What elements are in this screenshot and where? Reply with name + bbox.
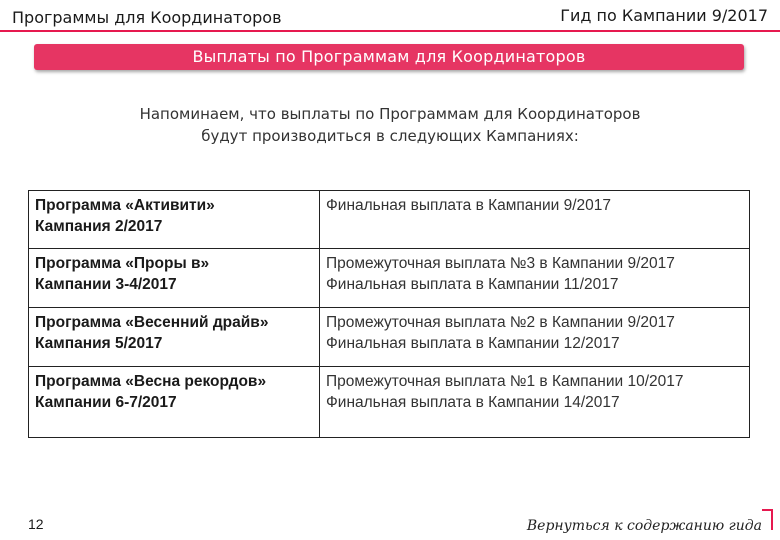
payout-line: Промежуточная выплата №1 в Кампании 10/2017 [326, 373, 684, 390]
back-to-contents-link[interactable]: Вернуться к содержанию гида [526, 518, 762, 534]
program-name: Программа «Проры в» [35, 255, 210, 272]
program-campaign: Кампании 3-4/2017 [35, 276, 177, 293]
payout-table [28, 190, 750, 438]
header-section-title: Программы для Координаторов [12, 8, 282, 27]
header-divider [0, 30, 780, 32]
page-title-banner: Выплаты по Программам для Координаторов [34, 44, 744, 70]
table-row [29, 191, 750, 249]
payout-line: Финальная выплата в Кампании 11/2017 [326, 276, 619, 293]
program-campaign: Кампании 6-7/2017 [35, 394, 177, 411]
program-name: Программа «Активити» [35, 197, 215, 214]
header-guide-title: Гид по Кампании 9/2017 [560, 6, 768, 25]
table-row [29, 249, 750, 308]
intro-line: Напоминаем, что выплаты по Программам для Координаторов [139, 105, 641, 123]
payout-cell [320, 249, 750, 308]
program-campaign: Кампания 5/2017 [35, 335, 163, 352]
payout-line: Промежуточная выплата №3 в Кампании 9/2017 [326, 255, 675, 272]
payout-cell [320, 367, 750, 438]
payout-line: Финальная выплата в Кампании 14/2017 [326, 394, 620, 411]
payout-line: Финальная выплата в Кампании 12/2017 [326, 335, 620, 352]
program-cell [29, 367, 320, 438]
corner-arrow-icon [760, 508, 774, 532]
payout-cell [320, 308, 750, 367]
intro-text [40, 103, 740, 147]
program-cell [29, 249, 320, 308]
program-name: Программа «Весенний драйв» [35, 314, 269, 331]
intro-line: будут производиться в следующих Кампаниях: [201, 127, 579, 145]
page-number: 12 [28, 516, 44, 532]
payout-line: Промежуточная выплата №2 в Кампании 9/2017 [326, 314, 675, 331]
program-name: Программа «Весна рекордов» [35, 373, 267, 390]
table-row [29, 308, 750, 367]
program-cell [29, 308, 320, 367]
table-row [29, 367, 750, 438]
payout-line: Финальная выплата в Кампании 9/2017 [326, 197, 612, 214]
program-campaign: Кампания 2/2017 [35, 218, 163, 235]
payout-cell [320, 191, 750, 249]
program-cell [29, 191, 320, 249]
